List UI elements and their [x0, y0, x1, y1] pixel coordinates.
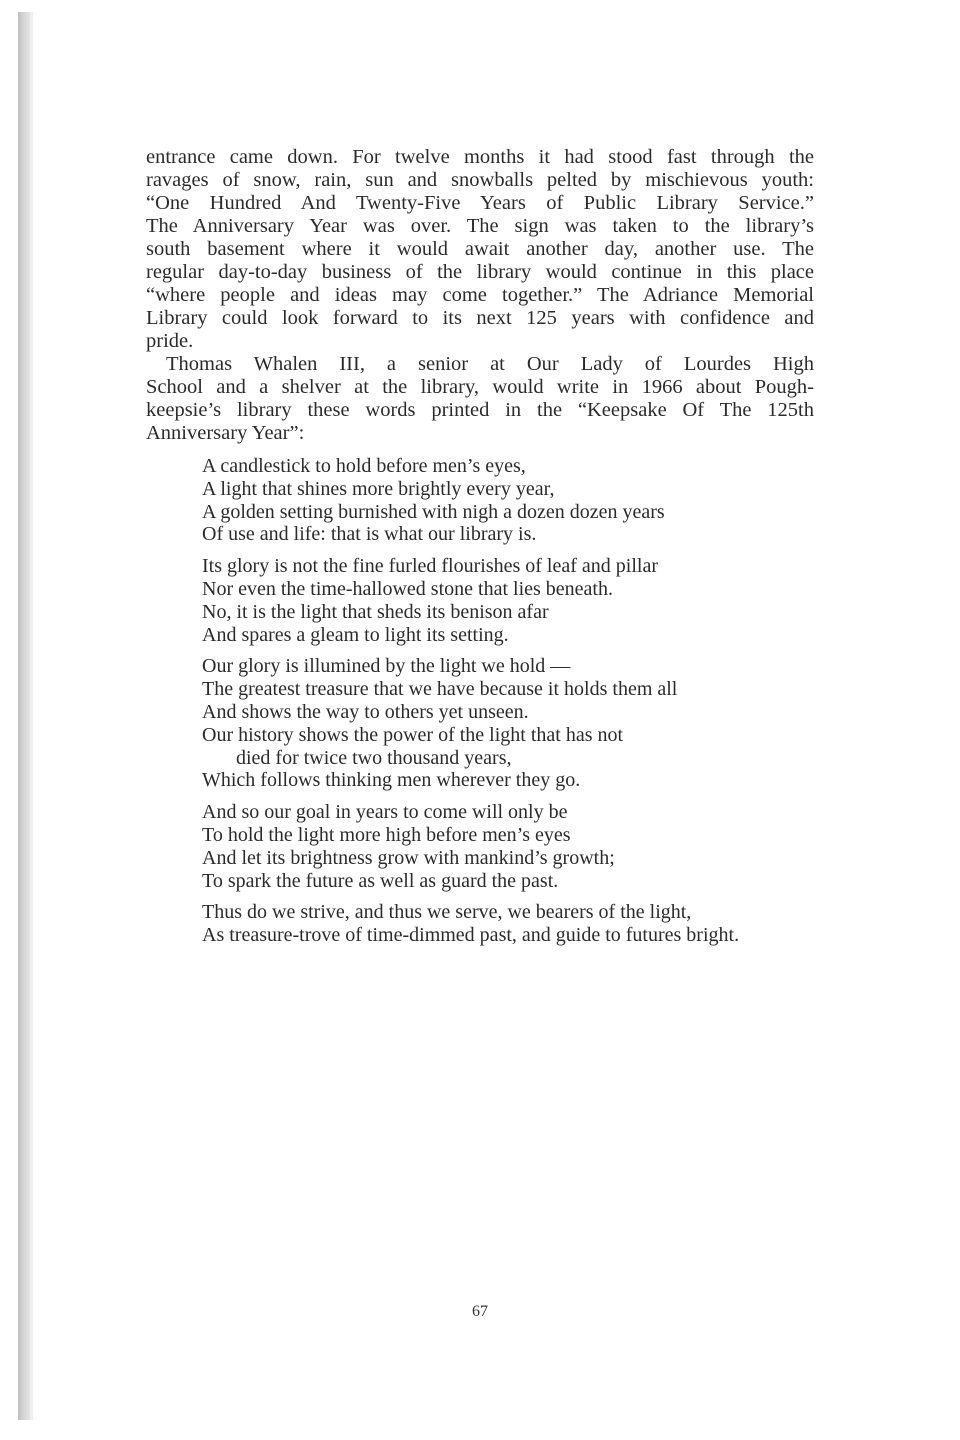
poem-line: And let its brightness grow with mankind’s growth;	[202, 846, 615, 869]
text-line: south basement where it would await another day, another use. The	[146, 238, 814, 260]
poem-line: No, it is the light that sheds its benison afar	[202, 600, 549, 623]
poem-stanza-5	[202, 901, 814, 947]
poem-line: Our history shows the power of the light that has not	[202, 723, 624, 746]
poem-line: A golden setting burnished with nigh a dozen dozen years	[202, 500, 665, 523]
poem-line-continuation: died for twice two thousand years,	[236, 746, 512, 769]
page-body	[146, 146, 814, 956]
poem-stanza-3	[202, 655, 814, 792]
poem-line: And shows the way to others yet unseen.	[202, 700, 529, 723]
binding-gutter-edge	[30, 12, 33, 1420]
poem-line: Our glory is illumined by the light we hold —	[202, 655, 571, 678]
poem-stanza-1	[202, 455, 814, 546]
poem-line: And spares a gleam to light its setting.	[202, 623, 509, 646]
text-line: pride.	[146, 330, 194, 352]
poem-stanza-4	[202, 801, 814, 892]
poem	[202, 455, 814, 947]
paragraph-thomas-whalen	[146, 353, 814, 445]
binding-gutter-shadow	[18, 12, 30, 1420]
page-number: 67	[472, 1303, 488, 1320]
poem-line: The greatest treasure that we have because it holds them all	[202, 678, 678, 701]
poem-line: A candlestick to hold before men’s eyes,	[202, 455, 526, 477]
text-line: Thomas Whalen III, a senior at Our Lady of Lourdes High	[166, 353, 814, 375]
text-line: Library could look forward to its next 125 years with confidence and	[146, 307, 814, 329]
text-line: “One Hundred And Twenty-Five Years of Public Library Service.”	[146, 192, 814, 214]
poem-line: To hold the light more high before men’s eyes	[202, 823, 571, 846]
poem-line: And so our goal in years to come will only be	[202, 801, 568, 824]
poem-line: Of use and life: that is what our library is.	[202, 523, 537, 546]
poem-line: Which follows thinking men wherever they go.	[202, 769, 581, 792]
text-line: Anniversary Year”:	[146, 422, 305, 444]
poem-line: Its glory is not the fine furled flourishes of leaf and pillar	[202, 555, 658, 578]
text-line: regular day-to-day business of the library would continue in this place	[146, 261, 814, 283]
paragraph-anniversary-sign	[146, 146, 814, 353]
poem-line: To spark the future as well as guard the past.	[202, 869, 559, 892]
poem-line: As treasure-trove of time-dimmed past, and guide to futures bright.	[202, 924, 740, 947]
text-line: entrance came down. For twelve months it had stood fast through the	[146, 146, 814, 168]
poem-line: Nor even the time-hallowed stone that lies beneath.	[202, 577, 613, 600]
text-line: The Anniversary Year was over. The sign was taken to the library’s	[146, 215, 814, 237]
text-line: “where people and ideas may come together.” The Adriance Memorial	[146, 284, 814, 306]
poem-stanza-2	[202, 555, 814, 646]
text-line: ravages of snow, rain, sun and snowballs pelted by mischievous youth:	[146, 169, 814, 191]
poem-line: A light that shines more brightly every year,	[202, 477, 555, 500]
text-line: School and a shelver at the library, would write in 1966 about Pough-	[146, 376, 814, 398]
poem-line: Thus do we strive, and thus we serve, we bearers of the light,	[202, 901, 692, 924]
text-line: keepsie’s library these words printed in the “Keepsake Of The 125th	[146, 399, 814, 421]
